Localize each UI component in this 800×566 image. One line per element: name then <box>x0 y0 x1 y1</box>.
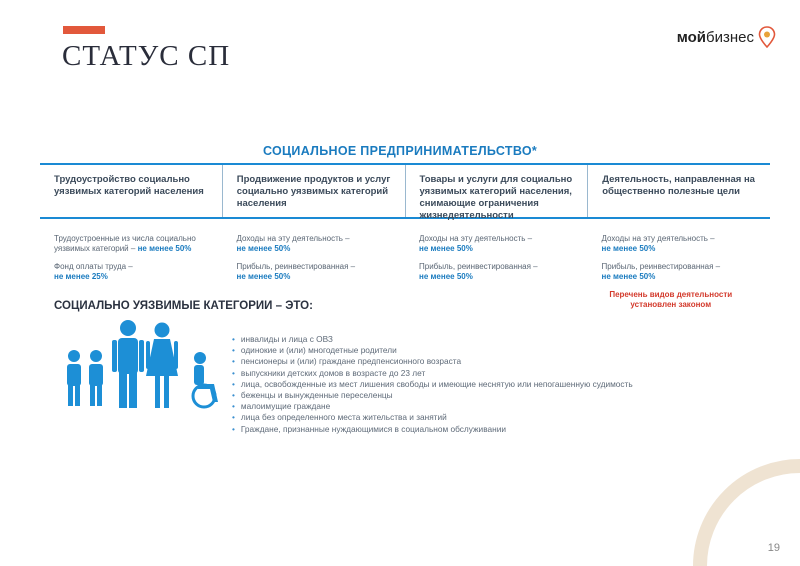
section-heading: СОЦИАЛЬНОЕ ПРЕДПРИНИМАТЕЛЬСТВО* <box>262 144 538 158</box>
column-employment: Трудоустройство социально уязвимых категорий населения <box>54 174 204 197</box>
logo-pin-icon <box>758 26 776 48</box>
list-item: • малоимущие граждане <box>232 401 633 412</box>
list-item: • инвалиды и лица с ОВЗ <box>232 334 633 345</box>
metric-payroll: Фонд оплаты труда – не менее 25% <box>54 262 133 281</box>
metrics-goods-services <box>405 234 588 310</box>
law-note: Перечень видов деятельности установлен законом <box>609 290 733 309</box>
page-number: 19 <box>767 542 780 554</box>
criteria-metrics <box>40 234 770 310</box>
slide-title: СТАТУС СП <box>62 40 231 72</box>
column-public-benefit: Деятельность, направленная на общественно полезные цели <box>587 165 770 217</box>
corner-decoration <box>690 456 800 566</box>
list-item: • одинокие и (или) многодетные родители <box>232 345 633 356</box>
people-group-icon <box>58 318 228 410</box>
vulnerable-list <box>232 334 633 435</box>
activity-columns <box>40 163 770 219</box>
list-item: • лица без определенного места жительства и занятий <box>232 412 633 423</box>
list-item: • Граждане, признанные нуждающимися в социальном обслуживании <box>232 424 633 435</box>
list-item: • пенсионеры и (или) граждане предпенсионного возраста <box>232 356 633 367</box>
metrics-public-benefit <box>588 234 771 310</box>
metric-income: Доходы на эту деятельность – не менее 50% <box>419 234 533 253</box>
metric-income: Доходы на эту деятельность – не менее 50% <box>601 234 715 253</box>
metric-income: Доходы на эту деятельность – не менее 50% <box>236 234 350 253</box>
metric-profit: Прибыль, реинвестированная – не менее 50% <box>236 262 356 281</box>
title-accent-bar <box>63 26 105 34</box>
list-item: • выпускники детских домов в возрасте до 23 лет <box>232 368 633 379</box>
column-goods-services: Товары и услуги для социально уязвимых категорий населения, снимающие ограничения жизнедеятельности <box>405 165 588 217</box>
metrics-employment <box>40 234 223 310</box>
metrics-promotion <box>223 234 406 310</box>
column-promotion: Продвижение продуктов и услуг социально уязвимых категорий населения <box>222 165 405 217</box>
vulnerable-heading: СОЦИАЛЬНО УЯЗВИМЫЕ КАТЕГОРИИ – ЭТО: <box>54 300 313 312</box>
list-item: • лица, освобожденные из мест лишения свободы и имеющие неснятую или непогашенную судимость <box>232 379 633 390</box>
metric-employed: Трудоустроенные из числа социально уязвимых категорий – не менее 50% <box>54 234 196 253</box>
list-item: • беженцы и вынужденные переселенцы <box>232 390 633 401</box>
metric-profit: Прибыль, реинвестированная – не менее 50% <box>419 262 538 281</box>
metric-profit: Прибыль, реинвестированная – не менее 50% <box>601 262 721 281</box>
logo-text: мойбизнес <box>676 28 754 46</box>
brand-logo <box>677 26 776 48</box>
